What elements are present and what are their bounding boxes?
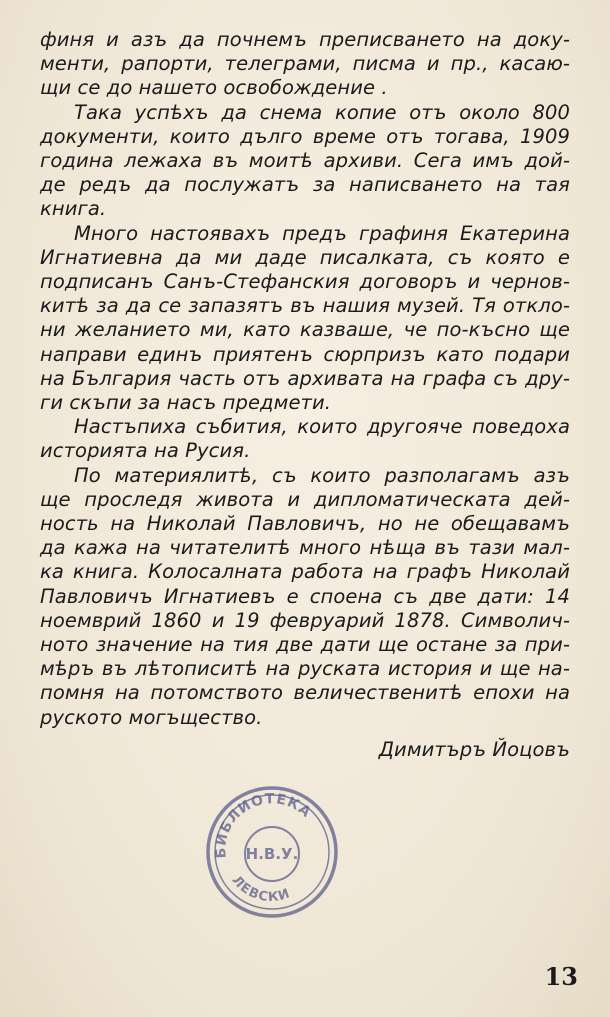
text-line: ноемврий 1860 и 19 февруарий 1878. Символич- bbox=[40, 608, 570, 632]
text-line: китѣ за да се запазятъ въ нашия музей. Тя откло- bbox=[40, 294, 570, 318]
stamp-top-text: БИБЛИОТЕКА bbox=[213, 791, 315, 859]
text-line: финя и азъ да почнемъ преписването на доку- bbox=[40, 28, 570, 51]
text-line: документи, които дълго време отъ тогава, 1909 bbox=[40, 124, 570, 148]
library-stamp-icon bbox=[202, 782, 342, 922]
stamp-center-text: Н.В.У. bbox=[245, 845, 299, 863]
text-line: книга. bbox=[40, 197, 107, 221]
paragraph-2 bbox=[40, 101, 570, 222]
text-line: година лежаха въ моитѣ архиви. Сега имъ дой- bbox=[40, 149, 570, 173]
paragraph-5 bbox=[40, 464, 570, 730]
text-line: историята на Русия. bbox=[40, 439, 251, 463]
text-line: де редъ да послужатъ за написването на тая bbox=[40, 173, 570, 197]
text-line: ги скъпи за насъ предмети. bbox=[40, 391, 332, 415]
text-line: ното значение на тия две дати ще остане за при- bbox=[40, 633, 570, 657]
text-line: Много настоявахъ предъ графиня Екатерина bbox=[74, 221, 570, 245]
text-line: щи се до нашето освобождение . bbox=[40, 76, 388, 100]
body-text bbox=[40, 28, 570, 762]
text-line: на България часть отъ архивата на графа съ дру- bbox=[40, 366, 570, 390]
text-line: Настъпиха събития, които другояче поведоха bbox=[74, 415, 570, 439]
text-line: Така успѣхъ да снема копие отъ около 800 bbox=[74, 100, 570, 124]
text-line: По материялитѣ, съ които разполагамъ азъ bbox=[74, 463, 570, 487]
text-line: ка книга. Колосалната работа на графъ Николай bbox=[40, 560, 570, 584]
text-line: ще проследя живота и дипломатическата дей- bbox=[40, 487, 570, 511]
stamp-bottom-text: ЛЕВСКИ bbox=[228, 873, 293, 906]
text-line: направи единъ приятенъ сюрпризъ като подари bbox=[40, 342, 570, 366]
paragraph-4 bbox=[40, 415, 570, 463]
text-line: руското могъщество. bbox=[40, 705, 263, 729]
page-number: 13 bbox=[544, 962, 578, 991]
paragraph-3 bbox=[40, 222, 570, 416]
text-line: подписанъ Санъ-Стефанския договоръ и чернов- bbox=[40, 270, 570, 294]
paragraph-1 bbox=[40, 28, 570, 101]
text-line: мѣръ въ лѣтописитѣ на руската история и ще на- bbox=[40, 657, 570, 681]
text-line: да кажа на читателитѣ много нѣща въ тази мал- bbox=[40, 536, 570, 560]
text-line: Игнатиевна да ми даде писалката, съ която е bbox=[40, 245, 570, 269]
text-line: помня на потомството величественитѣ епохи на bbox=[40, 681, 570, 705]
text-line: ность на Николай Павловичъ, но не обещавамъ bbox=[40, 512, 570, 536]
author-signature: Димитъръ Йоцовъ bbox=[378, 737, 570, 761]
text-line: ни желанието ми, като казваше, че по-късно ще bbox=[40, 318, 570, 342]
text-line: Павловичъ Игнатиевъ е споена съ две дати: 14 bbox=[40, 584, 570, 608]
text-line: менти, рапорти, телеграми, писма и пр., касаю- bbox=[40, 52, 570, 76]
